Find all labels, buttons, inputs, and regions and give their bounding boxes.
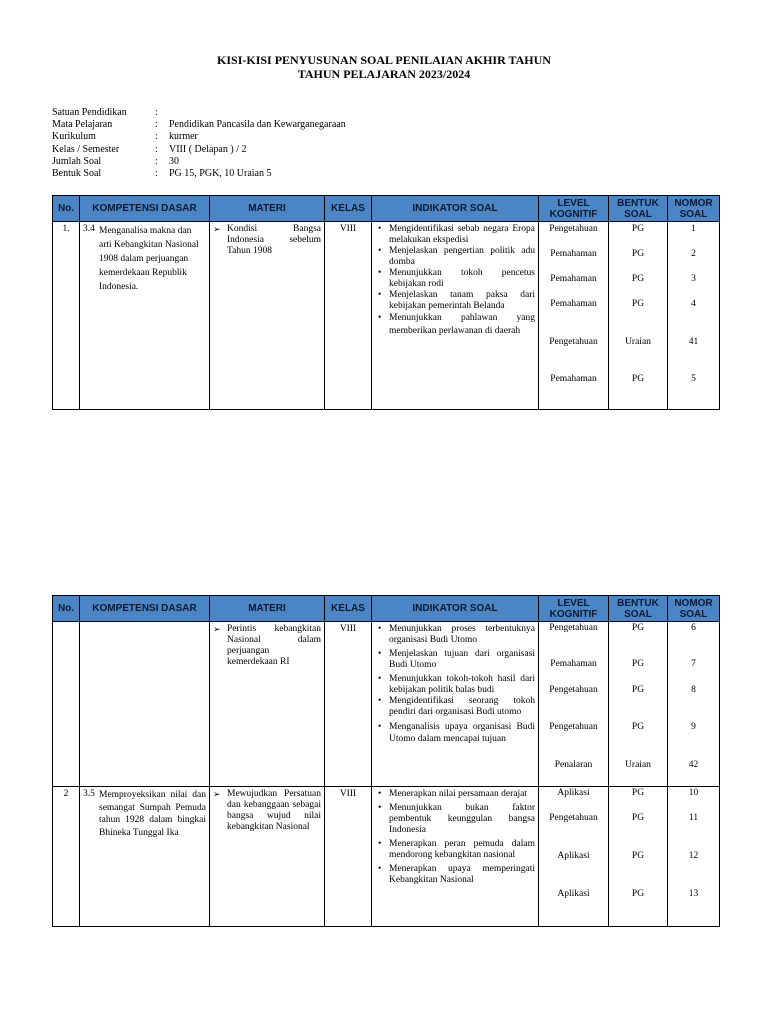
indikator-item: • Menjelaskan tanam paksa dari kebijakan pemerintah Belanda bbox=[375, 290, 535, 312]
cell-indikator bbox=[372, 222, 539, 410]
indikator-item: • Mengidentifikasi seorang tokoh pendiri dari organisasi Budi utomo bbox=[375, 696, 535, 718]
info-value: Pendidikan Pancasila dan Kewarganegaraan bbox=[169, 119, 346, 131]
nomor-value: 11 bbox=[688, 813, 699, 823]
level-value: Penalaran bbox=[554, 760, 593, 770]
bentuk-value: PG bbox=[631, 722, 645, 732]
nomor-value: 12 bbox=[688, 851, 699, 861]
kd-text: Menganalisa makna dan arti Kebangkitan Nasional 1908 dalam perjuangan kemerdekaan Republik Indonesia. bbox=[99, 226, 199, 292]
bentuk-value: PG bbox=[631, 685, 645, 695]
level-value: Pengetahuan bbox=[549, 722, 598, 732]
bentuk-value: Uraian bbox=[625, 760, 651, 770]
cell-kompetensi-dasar bbox=[80, 222, 210, 410]
cell-kompetensi-dasar bbox=[80, 787, 210, 927]
level-value: Aplikasi bbox=[557, 889, 590, 899]
level-value: Pengetahuan bbox=[549, 224, 598, 234]
table-row bbox=[53, 622, 720, 787]
materi-item: ➢ Kondisi Bangsa Indonesia sebelum Tahun 1908 bbox=[213, 224, 321, 257]
cell-no: 2 bbox=[53, 787, 80, 927]
bentuk-value: PG bbox=[631, 274, 645, 284]
info-row: Mata Pelajaran : Pendidikan Pancasila dan Kewarganegaraan bbox=[52, 119, 346, 131]
info-value: PG 15, PGK, 10 Uraian 5 bbox=[169, 168, 272, 180]
header-nomor-soal: NOMOR SOAL bbox=[668, 196, 720, 222]
identity-block bbox=[52, 107, 346, 180]
nomor-value: 10 bbox=[688, 788, 699, 798]
kd-number: 3.4 bbox=[83, 224, 95, 234]
bentuk-value: Uraian bbox=[625, 337, 651, 347]
cell-materi bbox=[210, 787, 325, 927]
level-value: Pengetahuan bbox=[549, 337, 598, 347]
header-kompetensi-dasar: KOMPETENSI DASAR bbox=[80, 596, 210, 622]
cell-indikator bbox=[372, 622, 539, 787]
cell-nomor-soal bbox=[668, 222, 720, 410]
info-value: kurmer bbox=[169, 131, 198, 143]
header-level-kognitif: LEVEL KOGNITIF bbox=[539, 596, 609, 622]
bentuk-value: PG bbox=[631, 788, 645, 798]
header-bentuk-soal: BENTUK SOAL bbox=[609, 196, 668, 222]
indikator-item: • Menunjukkan bukan faktor pembentuk keunggulan bangsa Indonesia bbox=[375, 803, 535, 836]
info-row: Kurikulum : kurmer bbox=[52, 131, 198, 143]
info-label: Bentuk Soal bbox=[52, 168, 102, 180]
info-value: VIII ( Delapan ) / 2 bbox=[169, 143, 247, 155]
indikator-item: • Menunjukkan proses terbentuknya organisasi Budi Utomo bbox=[375, 624, 535, 646]
cell-level-kognitif bbox=[539, 622, 609, 787]
nomor-value: 41 bbox=[688, 337, 699, 347]
level-value: Pemahaman bbox=[550, 374, 597, 384]
header-nomor-soal: NOMOR SOAL bbox=[668, 596, 720, 622]
info-row: Bentuk Soal : PG 15, PGK, 10 Uraian 5 bbox=[52, 168, 272, 180]
indikator-item: • Menerapkan upaya memperingati Kebangkitan Nasional bbox=[375, 864, 535, 886]
cell-bentuk-soal bbox=[609, 222, 668, 410]
cell-kelas: VIII bbox=[325, 622, 372, 787]
cell-materi bbox=[210, 222, 325, 410]
bentuk-value: PG bbox=[631, 623, 645, 633]
cell-nomor-soal bbox=[668, 787, 720, 927]
cell-nomor-soal bbox=[668, 622, 720, 787]
kd-text: Memproyeksikan nilai dan semangat Sumpah Pemuda tahun 1928 dalam bingkai Bhineka Tunggal Ika bbox=[99, 790, 206, 838]
info-label: Mata Pelajaran bbox=[52, 119, 113, 131]
table-row bbox=[53, 787, 720, 927]
bentuk-value: PG bbox=[631, 659, 645, 669]
header-no: No. bbox=[53, 196, 80, 222]
cell-level-kognitif bbox=[539, 222, 609, 410]
level-value: Pemahaman bbox=[550, 299, 597, 309]
level-value: Aplikasi bbox=[557, 851, 590, 861]
nomor-value: 6 bbox=[691, 623, 696, 633]
level-value: Pengetahuan bbox=[549, 623, 598, 633]
cell-indikator bbox=[372, 787, 539, 927]
cell-materi bbox=[210, 622, 325, 787]
indikator-item: • Menunjukkan tokoh-tokoh hasil dari kebijakan politik balas budi bbox=[375, 674, 535, 696]
nomor-value: 13 bbox=[688, 889, 699, 899]
bentuk-value: PG bbox=[631, 374, 645, 384]
header-kelas: KELAS bbox=[325, 596, 372, 622]
cell-level-kognitif bbox=[539, 787, 609, 927]
header-level-kognitif: LEVEL KOGNITIF bbox=[539, 196, 609, 222]
nomor-value: 8 bbox=[691, 685, 696, 695]
nomor-value: 4 bbox=[691, 299, 696, 309]
info-label: Kurikulum bbox=[52, 131, 96, 143]
bentuk-value: PG bbox=[631, 813, 645, 823]
materi-item: ➢ Perintis kebangkitan Nasional dalam perjuangan kemerdekaan RI bbox=[213, 624, 321, 668]
info-row: Jumlah Soal : 30 bbox=[52, 155, 179, 167]
kisi-kisi-table-1 bbox=[52, 195, 720, 410]
level-value: Pemahaman bbox=[550, 659, 597, 669]
indikator-item: • Mengidentifikasi sebab negara Eropa melakukan ekspedisi bbox=[375, 224, 535, 246]
cell-no bbox=[53, 622, 80, 787]
cell-kelas: VIII bbox=[325, 222, 372, 410]
header-no: No. bbox=[53, 596, 80, 622]
header-indikator-soal: INDIKATOR SOAL bbox=[372, 596, 539, 622]
bentuk-value: PG bbox=[631, 249, 645, 259]
level-value: Pengetahuan bbox=[549, 685, 598, 695]
header-indikator-soal: INDIKATOR SOAL bbox=[372, 196, 539, 222]
info-row: Satuan Pendidikan : bbox=[52, 107, 158, 118]
info-value: 30 bbox=[169, 155, 179, 167]
indikator-item: • Menjelaskan pengertian politik adu domba bbox=[375, 246, 535, 268]
document-subtitle: TAHUN PELAJARAN 2023/2024 bbox=[297, 67, 471, 81]
cell-kompetensi-dasar bbox=[80, 622, 210, 787]
bentuk-value: PG bbox=[631, 224, 645, 234]
indikator-item: • Menjelaskan tujuan dari organisasi Budi Utomo bbox=[375, 649, 535, 671]
header-kompetensi-dasar: KOMPETENSI DASAR bbox=[80, 196, 210, 222]
bentuk-value: PG bbox=[631, 889, 645, 899]
indikator-item: • Menerapkan peran pemuda dalam mendorong kebangkitan nasional bbox=[375, 839, 535, 861]
indikator-item: • Menerapkan nilai persamaan derajat bbox=[375, 789, 535, 800]
info-label: Jumlah Soal bbox=[52, 155, 102, 167]
kd-number: 3.5 bbox=[83, 789, 95, 799]
info-label: Satuan Pendidikan bbox=[52, 107, 127, 118]
indikator-item: • Menunjukkan tokoh pencetus kebijakan rodi bbox=[375, 268, 535, 290]
cell-no: 1. bbox=[53, 222, 80, 410]
cell-kelas: VIII bbox=[325, 787, 372, 927]
cell-bentuk-soal bbox=[609, 622, 668, 787]
indikator-item: • Menunjukkan pahlawan yang memberikan perlawanan di daerah bbox=[375, 312, 535, 338]
materi-item: ➢ Mewujudkan Persatuan dan kebanggaan sebagai bangsa wujud nilai kebangkitan Nasional bbox=[213, 789, 321, 833]
nomor-value: 5 bbox=[691, 374, 696, 384]
cell-bentuk-soal bbox=[609, 787, 668, 927]
bentuk-value: PG bbox=[631, 851, 645, 861]
indikator-item: • Menganalisis upaya organisasi Budi Utomo dalam mencapai tujuan bbox=[375, 721, 535, 745]
nomor-value: 1 bbox=[691, 224, 696, 234]
level-value: Pemahaman bbox=[550, 249, 597, 259]
nomor-value: 2 bbox=[691, 249, 696, 259]
level-value: Pemahaman bbox=[550, 274, 597, 284]
nomor-value: 42 bbox=[688, 760, 699, 770]
table-header-row bbox=[53, 596, 720, 622]
header-materi: MATERI bbox=[210, 196, 325, 222]
info-row: Kelas / Semester : VIII ( Delapan ) / 2 bbox=[52, 143, 247, 155]
table-header-row bbox=[53, 196, 720, 222]
nomor-value: 9 bbox=[691, 722, 696, 732]
document-title: KISI-KISI PENYUSUNAN SOAL PENILAIAN AKHIR TAHUN bbox=[217, 53, 551, 67]
level-value: Pengetahuan bbox=[549, 813, 598, 823]
table-row bbox=[53, 222, 720, 410]
kisi-kisi-table-2 bbox=[52, 595, 720, 927]
header-bentuk-soal: BENTUK SOAL bbox=[609, 596, 668, 622]
info-label: Kelas / Semester bbox=[52, 143, 120, 155]
header-kelas: KELAS bbox=[325, 196, 372, 222]
nomor-value: 3 bbox=[691, 274, 696, 284]
nomor-value: 7 bbox=[691, 659, 696, 669]
bentuk-value: PG bbox=[631, 299, 645, 309]
level-value: Aplikasi bbox=[557, 788, 590, 798]
header-materi: MATERI bbox=[210, 596, 325, 622]
